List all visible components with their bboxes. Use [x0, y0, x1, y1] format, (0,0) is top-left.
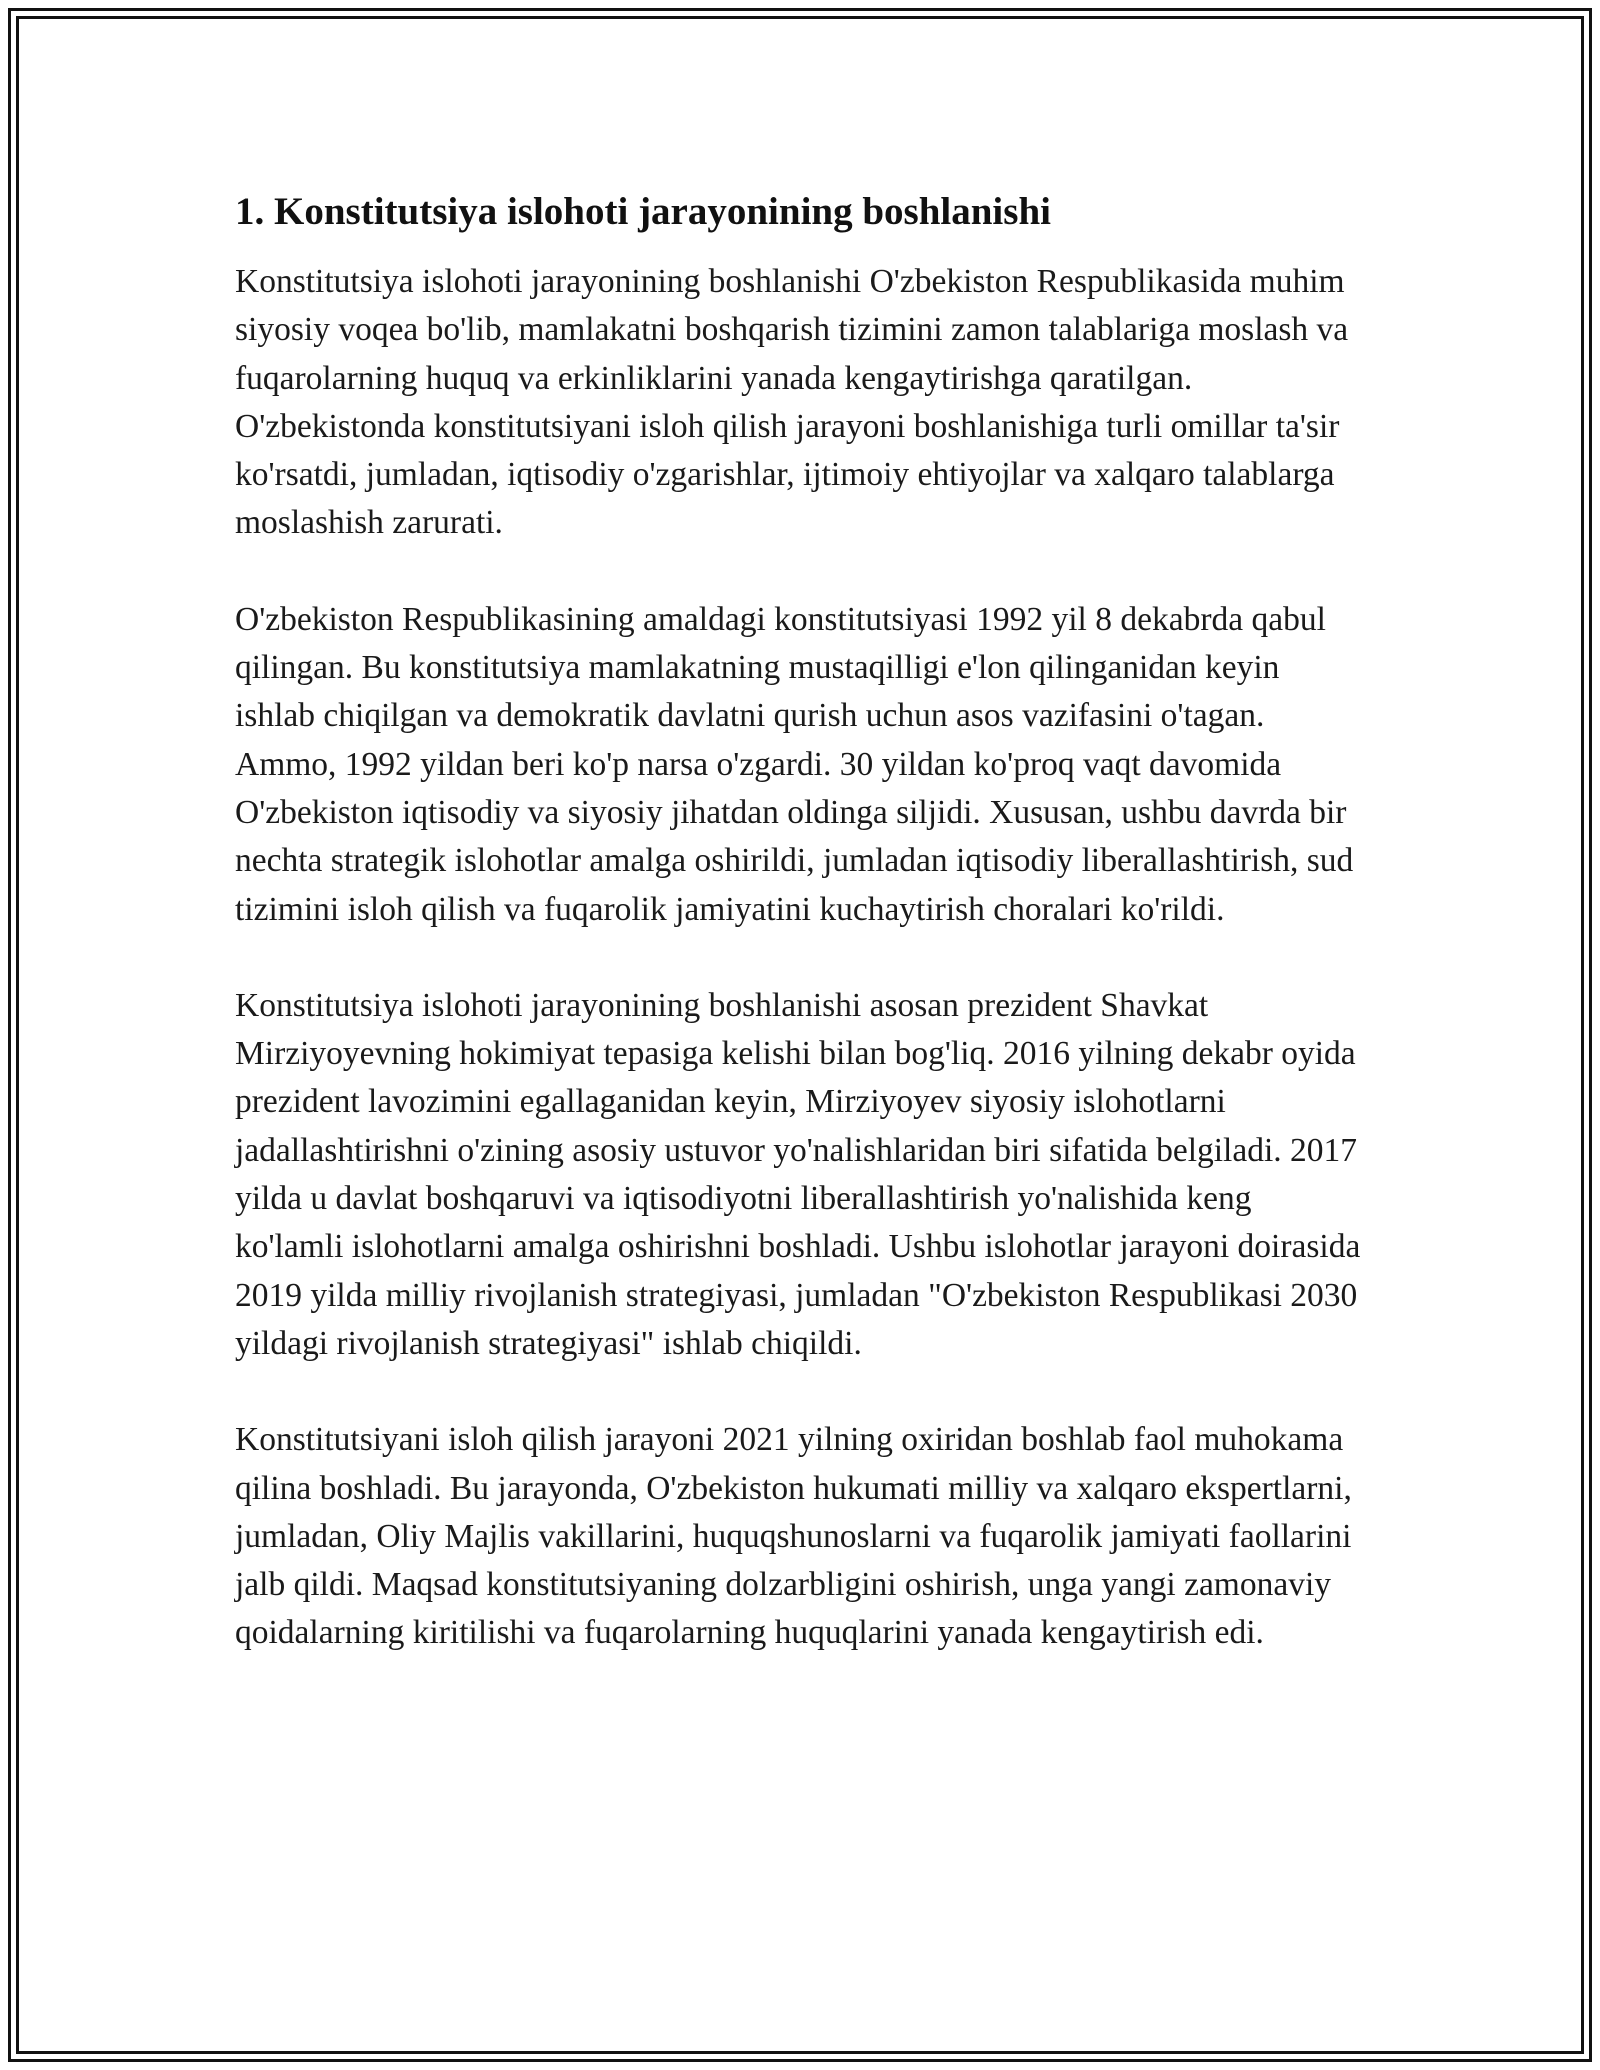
section-heading: 1. Konstitutsiya islohoti jarayonining boshlanishi	[235, 190, 1051, 233]
paragraph-4: Konstitutsiyani isloh qilish jarayoni 2021 yilning oxiridan boshlab faol muhokama qilina boshladi. Bu jarayonda, O'zbekiston hukumati milliy va xalqaro ekspertlarni, jumladan, Oliy Majlis vakillarini, huquqshunoslarni va fuqarolik jamiyati faollarini jalb qildi. Maqsad konstitutsiyaning dolzarbligini oshirish, unga yangi zamonaviy qoidalarning kiritilishi va fuqarolarning huquqlarini yanada kengaytirish edi.	[235, 1421, 1352, 1652]
paragraph-2: O'zbekiston Respublikasining amaldagi konstitutsiyasi 1992 yil 8 dekabrda qabul qilingan. Bu konstitutsiya mamlakatning mustaqilligi e'lon qilinganidan keyin ishlab chiqilgan va demokratik davlatni qurish uchun asos vazifasini o'tagan. Ammo, 1992 yildan beri ko'p narsa o'zgardi. 30 yildan ko'proq vaqt davomida O'zbekiston iqtisodiy va siyosiy jihatdan oldinga siljidi. Xususan, ushbu davrda bir nechta strategik islohotlar amalga oshirildi, jumladan iqtisodiy liberallashtirish, sud tizimini isloh qilish va fuqarolik jamiyatini kuchaytirish choralari ko'rildi.	[235, 600, 1354, 928]
paragraph-3: Konstitutsiya islohoti jarayonining boshlanishi asosan prezident Shavkat Mirziyoyevning hokimiyat tepasiga kelishi bilan bog'liq. 2016 yilning dekabr oyida prezident lavozimini egallaganidan keyin, Mirziyoyev siyosiy islohotlarni jadallashtirishni o'zining asosiy ustuvor yo'nalishlaridan biri sifatida belgiladi. 2017 yilda u davlat boshqaruvi va iqtisodiyotni liberallashtirish yo'nalishida keng ko'lamli islohotlarni amalga oshirishni boshladi. Ushbu islohotlar jarayoni doirasida 2019 yilda milliy rivojlanish strategiyasi, jumladan "O'zbekiston Respublikasi 2030 yildagi rivojlanish strategiyasi" ishlab chiqildi.	[235, 986, 1361, 1362]
document-body	[235, 186, 1365, 1658]
paragraph-1: Konstitutsiya islohoti jarayonining boshlanishi O'zbekiston Respublikasida muhim siyosiy voqea bo'lib, mamlakatni boshqarish tizimini zamon talablariga moslash va fuqarolarning huquq va erkinliklarini yanada kengaytirishga qaratilgan. O'zbekistonda konstitutsiyani isloh qilish jarayoni boshlanishiga turli omillar ta'sir ko'rsatdi, jumladan, iqtisodiy o'zgarishlar, ijtimoiy ehtiyojlar va xalqaro talablarga moslashish zarurati.	[235, 263, 1349, 542]
